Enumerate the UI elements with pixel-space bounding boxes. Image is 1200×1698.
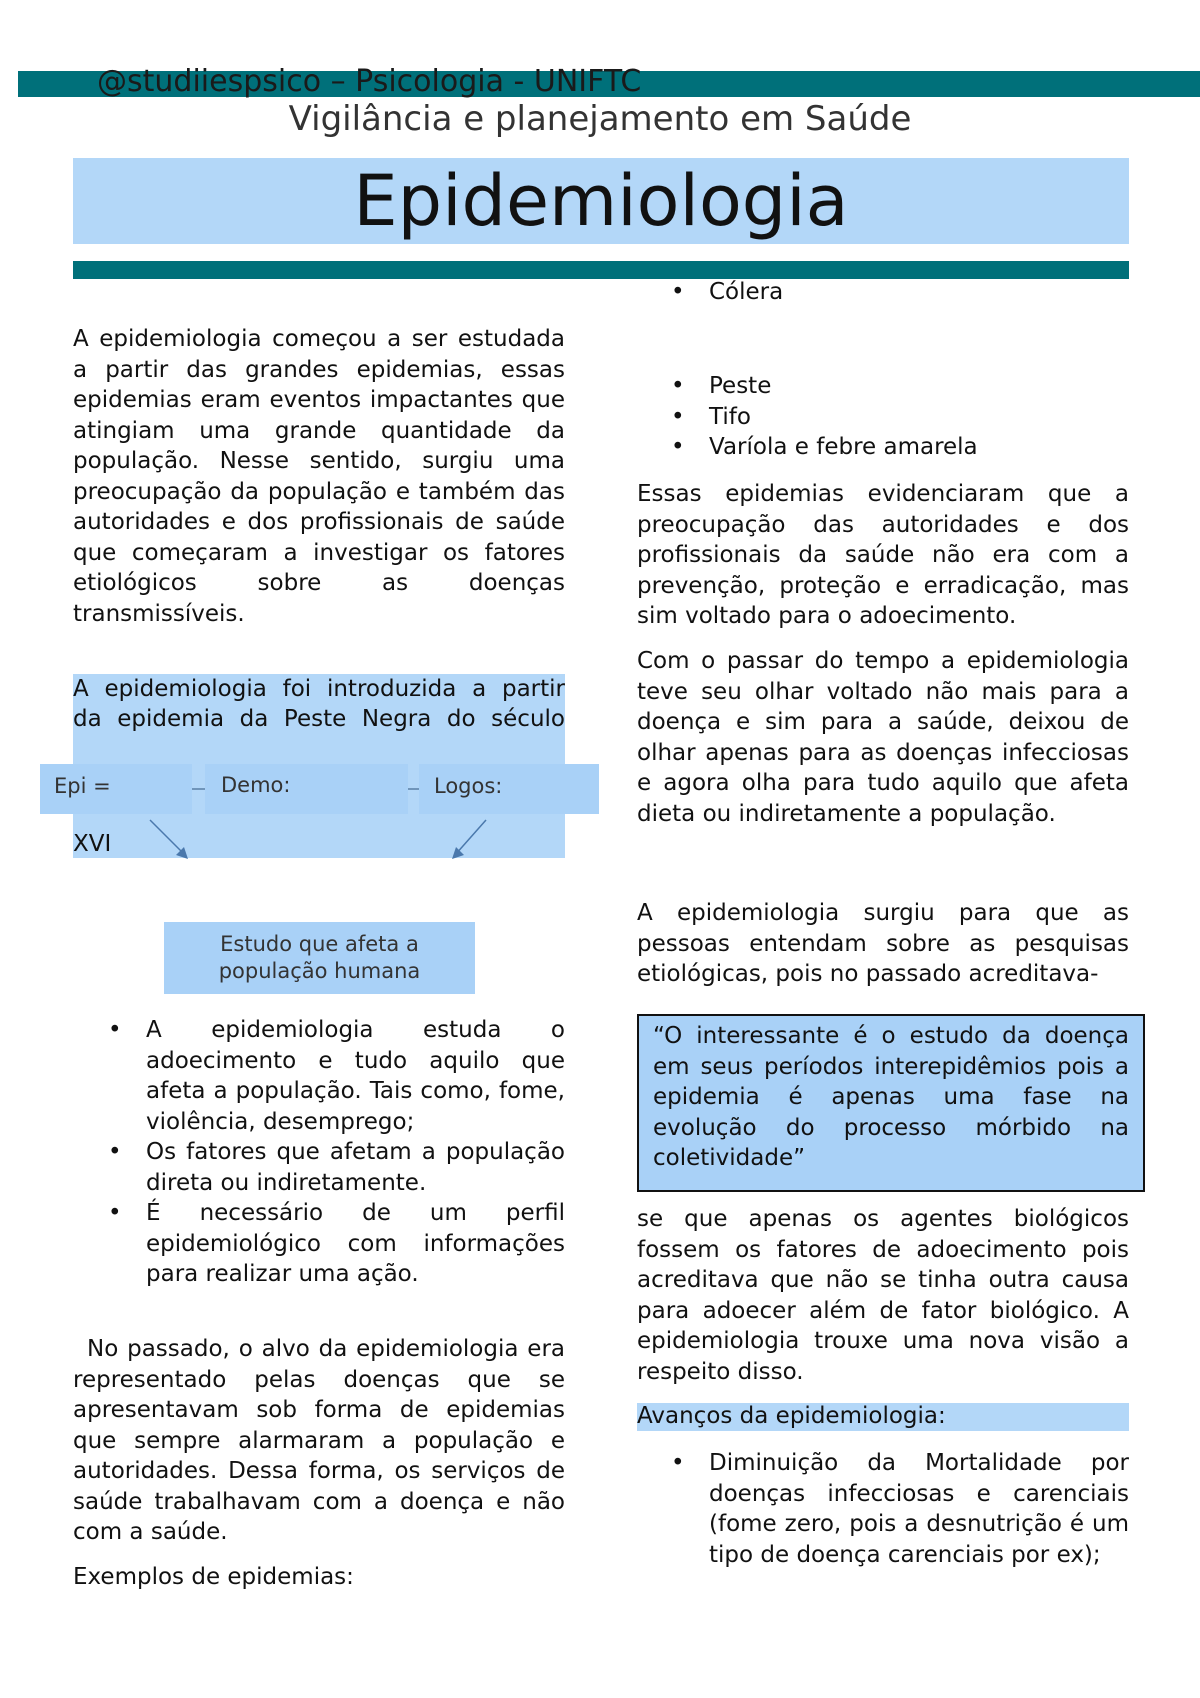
right-paragraph-3: A epidemiologia surgiu para que as pessoas entendam sobre as pesquisas etiológicas, pois no passado acreditava- — [637, 900, 1129, 987]
list-item: • Varíola e febre amarela — [709, 432, 1129, 463]
right-paragraph-4: se que apenas os agentes biológicos fossem os fatores de adoecimento pois acreditava que não se tinha outra causa para adoecer além de fator biológico. A epidemiologia trouxe uma nova visão a respeito disso. — [637, 1206, 1129, 1385]
quote-text: “O interessante é o estudo da doença em seus períodos interepidêmios pois a epidemia é apenas uma fase na evolução do processo mórbido na coletividade” — [653, 1023, 1129, 1171]
list-item: • A epidemiologia estuda o adoecimento e tudo aquilo que afeta a população. Tais como, fome, violência, desemprego; — [146, 1015, 565, 1137]
list-item: • Tifo — [709, 402, 1129, 433]
arrow-left-line — [150, 820, 185, 855]
etymology-demo-label: Demo: — [221, 773, 291, 797]
author-handle: @studiiespsico – Psicologia - UNIFTC — [97, 64, 642, 99]
list-item: • Cólera — [709, 277, 1129, 308]
etymology-logos-label: Logos: — [434, 774, 503, 798]
intro-paragraph: A epidemiologia começou a ser estudada a partir das grandes epidemias, essas epidemias eram eventos impactantes que atingiam uma grande quantidade da população. Nesse sentido, surgiu uma preocupação da população e também das autoridades e dos profissionais de saúde que começaram a investigar os fatores etiológicos sobre as doenças transmissíveis. — [73, 326, 565, 627]
page-title: Epidemiologia — [353, 160, 849, 242]
list-item: • Os fatores que afetam a população direta ou indiretamente. — [146, 1137, 565, 1198]
subject-title: Vigilância e planejamento em Saúde — [288, 99, 912, 139]
epidemic-list — [709, 371, 1129, 463]
list-item: • Peste — [709, 371, 1129, 402]
list-item: • É necessário de um perfil epidemiológico com informações para realizar uma ação. — [146, 1198, 565, 1290]
highlight-line-3: XVI — [73, 831, 112, 857]
arrow-right-line — [455, 820, 486, 855]
left-bullet-list — [146, 1015, 565, 1290]
advances-list — [709, 1448, 1129, 1570]
definition-box — [164, 922, 475, 994]
right-paragraph-2: Com o passar do tempo a epidemiologia teve seu olhar voltado não mais para a doença e sim para a saúde, deixou de olhar apenas para as doenças infecciosas e agora olha para tudo aquilo que afeta dieta ou indiretamente a população. — [637, 648, 1129, 827]
highlight-line-1: A epidemiologia foi introduzida a partir — [73, 676, 565, 702]
etymology-epi-label: Epi = — [54, 774, 111, 798]
highlight-line-2: da epidemia da Peste Negra do século — [73, 706, 565, 732]
arrow-right-head — [452, 847, 464, 859]
examples-label: Exemplos de epidemias: — [73, 1564, 354, 1590]
definition-text: Estudo que afeta a população humana — [218, 932, 421, 983]
list-item: • Diminuição da Mortalidade por doenças infecciosas e carenciais (fome zero, pois a desnutrição é um tipo de doença carenciais por ex); — [709, 1448, 1129, 1570]
past-paragraph: No passado, o alvo da epidemiologia era representado pelas doenças que se apresentavam sob forma de epidemias que sempre alarmaram a população e autoridades. Dessa forma, os serviços de saúde trabalhavam com a doença e não com a saúde. — [73, 1336, 565, 1545]
epidemic-list-first — [709, 277, 1129, 308]
right-paragraph-1: Essas epidemias evidenciaram que a preocupação das autoridades e dos profissionais da saúde não era com a prevenção, proteção e erradicação, mas sim voltado para o adoecimento. — [637, 481, 1129, 629]
advances-heading: Avanços da epidemiologia: — [637, 1403, 946, 1429]
quote-box — [637, 1014, 1145, 1192]
